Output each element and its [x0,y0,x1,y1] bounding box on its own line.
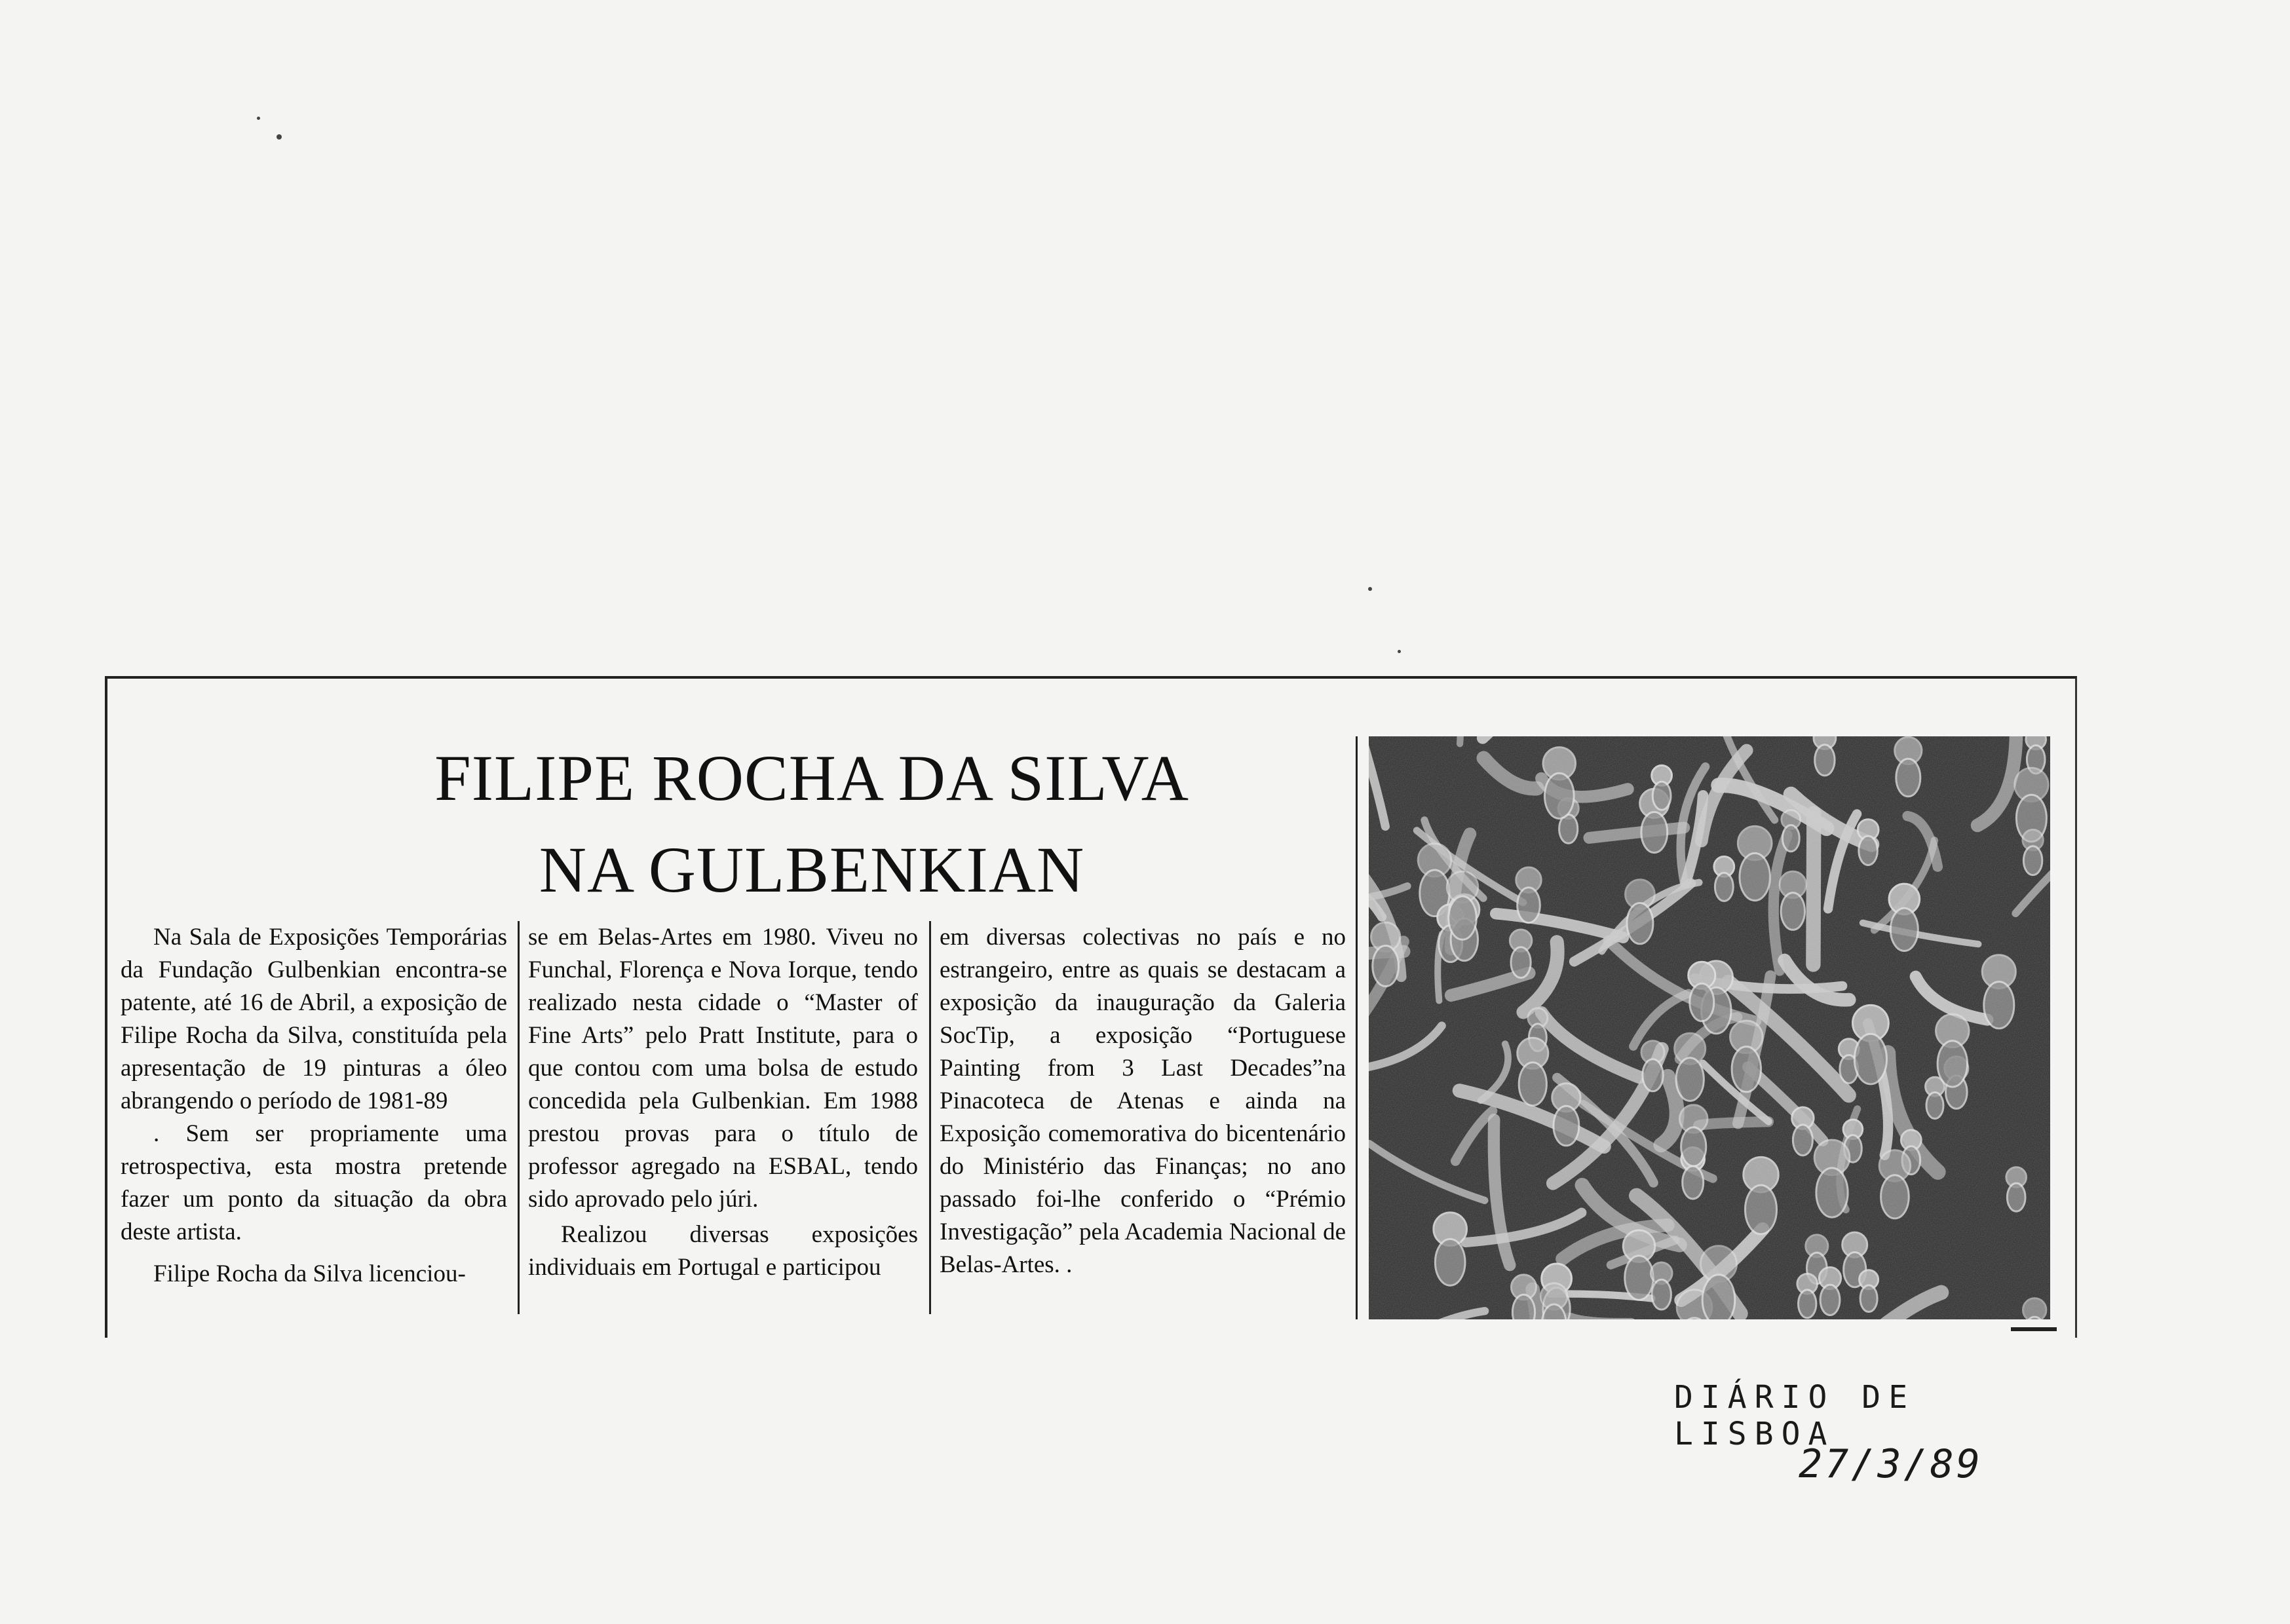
article-column-3 [940,921,1346,1281]
article-column-1 [121,921,507,1291]
column-rule [929,921,931,1314]
paragraph: Realizou diversas exposições individuais em Portugal e participou [528,1221,918,1281]
headline-line-1: FILIPE ROCHA DA SILVA [434,742,1189,814]
scan-speck [257,117,260,120]
painting-photo [1369,736,2050,1319]
scan-speck [277,134,282,140]
paragraph: Na Sala de Exposições Temporárias da Fundação Gulbenkian encontra-se patente, até 16 de Abril, a exposição de Filipe Rocha da Silva, constituída pela apresentação de 19 pinturas a óleo abrangendo o período de 1981-89 [121,924,507,1114]
article-column-2 [528,921,918,1284]
paragraph: Filipe Rocha da Silva licenciou- [153,1260,466,1287]
newspaper-clipping [105,676,2077,1338]
article-headline [186,732,1438,916]
handwritten-source: DIÁRIO DE LISBOA [1674,1379,1916,1452]
headline-line-2: NA GULBENKIAN [539,833,1085,906]
painting-illustration [1369,736,2050,1319]
handwritten-date: 27/3/89 [1799,1441,1983,1487]
paragraph: se em Belas-Artes em 1980. Viveu no Funchal, Florença e Nova Iorque, tendo realizado nesta cidade o “Master of Fine Arts” pelo Pratt Institute, para o que contou com uma bolsa de estudo concedida pela Gulbenkian. Em 1988 prestou provas para o título de professor agregado na ESBAL, tendo sido aprovado pelo júri. [528,924,918,1213]
scan-speck [1398,650,1401,653]
photo-corner-mark [2011,1327,2057,1331]
scan-speck [1368,587,1372,591]
column-rule [518,921,520,1314]
paragraph: em diversas colectivas no país e no estrangeiro, entre as quais se destacam a exposição da inauguração da Galeria SocTip, a exposição “Portuguese Painting from 3 Last Decades”na Pinacoteca de Atenas e ainda na Exposição comemorativa do bicentenário do Ministério das Finanças; no ano passado foi-lhe conferido o “Prémio Investigação” pela Academia Nacional de Belas-Artes. . [940,924,1346,1278]
column-rule [1356,736,1358,1319]
paragraph: . Sem ser propriamente uma retrospectiva, esta mostra pretende fazer um ponto da situação da obra deste artista. [121,1120,507,1245]
